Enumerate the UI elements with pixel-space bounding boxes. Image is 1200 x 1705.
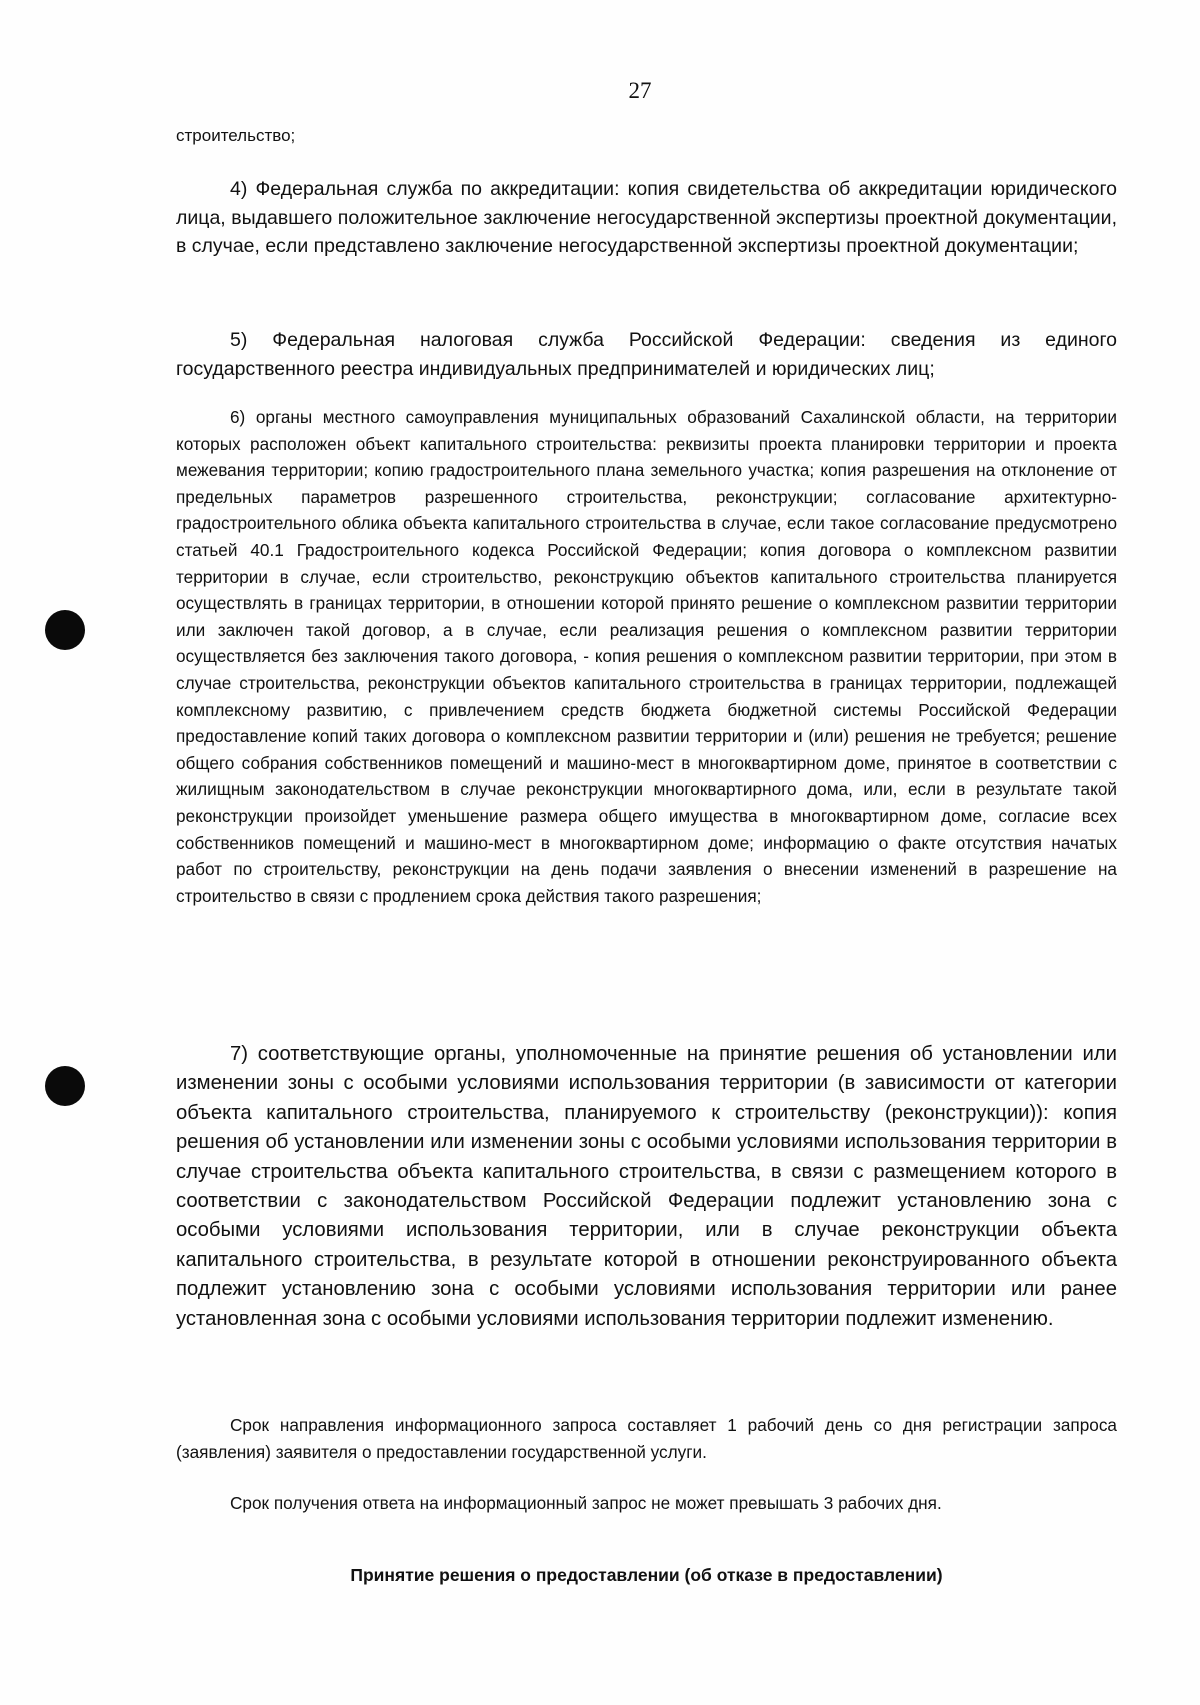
paragraph-item-6: 6) органы местного самоуправления муниципальных образований Сахалинской области, на территории которых расположен объект капитального строительства: реквизиты проекта планировки территории и проекта межевания территории; копию градостроительного плана земельного участка; копия разрешения на отклонение от предельных параметров разрешенного строительства, реконструкции; согласование архитектурно-градостроительного облика объекта капитального строительства в случае, если такое согласование предусмотрено статьей 40.1 Градостроительного кодекса Российской Федерации; копия договора о комплексном развитии территории в случае, если строительство, реконструкцию объектов капитального строительства планируется осуществлять в границах территории, в отношении которой принято решение о комплексном развитии территории или заключен такой договор, а в случае, если реализация решения о комплексном развитии территории осуществляется без заключения такого договора, - копия решения о комплексном развитии территории, при этом в случае строительства, реконструкции объектов капитального строительства в границах территории, подлежащей комплексному развитию, с привлечением средств бюджета бюджетной системы Российской Федерации предоставление копий таких договора о комплексном развитии территории и (или) решения не требуется; решение общего собрания собственников помещений и машино-мест в многоквартирном доме, принятое в соответствии с жилищным законодательством в случае реконструкции многоквартирного дома, или, если в результате такой реконструкции произойдет уменьшение размера общего имущества в многоквартирном доме, согласие всех собственников помещений и машино-мест в многоквартирном доме; информацию о факте отсутствия начатых работ по строительству, реконструкции на день подачи заявления о внесении изменений в разрешение на строительство в связи с продлением срока действия такого разрешения; — [176, 407, 1117, 906]
page-number: 27 — [628, 78, 652, 103]
section-heading: Принятие решения о предоставлении (об отказе в предоставлении) — [350, 1565, 943, 1585]
binder-hole-mark — [45, 1066, 85, 1106]
paragraph-item-4: 4) Федеральная служба по аккредитации: копия свидетельства об аккредитации юридического лица, выдавшего положительное заключение негосударственной экспертизы проектной документации, в случае, если представлено заключение негосударственной экспертизы проектной документации; — [176, 178, 1117, 257]
paragraph-item-5: 5) Федеральная налоговая служба Российской Федерации: сведения из единого государственного реестра индивидуальных предпринимателей и юридических лиц; — [176, 329, 1117, 380]
paragraph-item-7: 7) соответствующие органы, уполномоченные на принятие решения об установлении или изменении зоны с особыми условиями использования территории (в зависимости от категории объекта капитального строительства, планируемого к строительству (реконструкции)): копия решения об установлении или изменении зоны с особыми условиями использования территории в случае строительства объекта капитального строительства, в связи с размещением которого в соответствии с законодательством Российской Федерации подлежит установлению зона с особыми условиями использования территории, или в случае реконструкции объекта капитального строительства, в результате которой в отношении реконструированного объекта подлежит установлению зона с особыми условиями использования территории или ранее установленная зона с особыми условиями использования территории подлежит изменению. — [176, 1043, 1117, 1330]
binder-hole-mark — [45, 610, 85, 650]
paragraph-response-deadline: Срок получения ответа на информационный запрос не может превышать 3 рабочих дня. — [230, 1493, 942, 1513]
paragraph-request-deadline: Срок направления информационного запроса составляет 1 рабочий день со дня регистрации запроса (заявления) заявителя о предоставлении государственной услуги. — [176, 1415, 1117, 1462]
paragraph-continuation: строительство; — [176, 126, 296, 145]
